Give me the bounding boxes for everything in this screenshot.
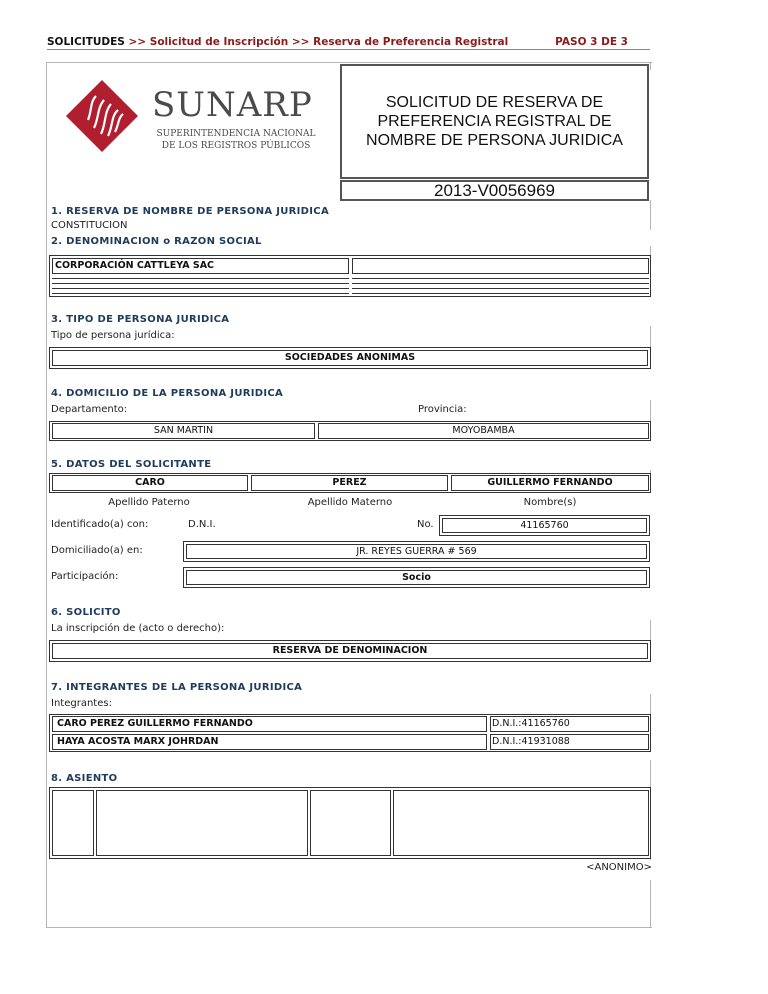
solicito-value: RESERVA DE DENOMINACION xyxy=(52,643,648,659)
table-row: HAYA ACOSTA MARX JOHRDAN xyxy=(52,734,487,750)
sunarp-logo-icon xyxy=(66,80,138,152)
section-3-title: 3. TIPO DE PERSONA JURIDICA xyxy=(51,314,230,325)
solicitante-name-table xyxy=(49,473,651,493)
participacion-value: Socio xyxy=(186,570,647,585)
breadcrumb xyxy=(47,36,650,50)
document-title: SOLICITUD DE RESERVA DE PREFERENCIA REGISTRAL DE NOMBRE DE PERSONA JURIDICA xyxy=(366,94,623,149)
domicilio-pj-table xyxy=(49,421,651,441)
breadcrumb-separator: >> xyxy=(128,36,147,48)
id-number-value: 41165760 xyxy=(442,518,647,533)
tipo-persona-value: SOCIEDADES ANONIMAS xyxy=(52,350,648,366)
asiento-cell xyxy=(393,790,649,856)
breadcrumb-solicitudes[interactable]: SOLICITUDES xyxy=(47,36,125,48)
logo-wordmark: SUNARP xyxy=(152,85,313,125)
integrantes-label: Integrantes: xyxy=(51,698,112,709)
departamento-label: Departamento: xyxy=(51,404,128,415)
id-number-label: No. xyxy=(417,519,434,530)
member-document: D.N.I.:41931088 xyxy=(490,734,649,750)
reserva-type-value: CONSTITUCION xyxy=(51,220,128,231)
domicilio-field xyxy=(183,541,650,562)
section-2-title: 2. DENOMINACION o RAZON SOCIAL xyxy=(51,236,262,247)
request-number: 2013-V0056969 xyxy=(340,180,649,201)
frame-edge xyxy=(650,62,651,70)
domiciliado-label: Domiciliado(a) en: xyxy=(51,545,143,556)
integrantes-table xyxy=(49,714,651,752)
provincia-label: Provincia: xyxy=(418,404,467,415)
nombres-value: GUILLERMO FERNANDO xyxy=(451,475,649,491)
provincia-value: MOYOBAMBA xyxy=(318,423,649,439)
table-row: CARO PEREZ GUILLERMO FERNANDO xyxy=(52,716,487,732)
section-6-title: 6. SOLICITO xyxy=(51,607,121,618)
apellido-materno-value: PEREZ xyxy=(251,475,448,491)
logo-subtitle: SUPERINTENDENCIA NACIONAL xyxy=(156,129,316,139)
frame-edge xyxy=(650,880,651,928)
frame-edge xyxy=(650,200,651,230)
section-7-title: 7. INTEGRANTES DE LA PERSONA JURIDICA xyxy=(51,682,303,693)
tipo-persona-label: Tipo de persona jurídica: xyxy=(51,330,175,341)
id-type-value: D.N.I. xyxy=(188,519,216,530)
id-number-field xyxy=(439,515,650,536)
breadcrumb-separator: >> xyxy=(291,36,310,48)
asiento-cell xyxy=(310,790,391,856)
logo-subtitle: DE LOS REGISTROS PÚBLICOS xyxy=(161,141,311,151)
apellido-paterno-value: CARO xyxy=(52,475,248,491)
participacion-field xyxy=(183,567,650,588)
step-indicator: PASO 3 DE 3 xyxy=(555,36,628,48)
denominacion-name: CORPORACIÓN CATTLEYA SAC xyxy=(52,258,349,274)
asiento-cell xyxy=(96,790,308,856)
asiento-table xyxy=(49,787,651,859)
tipo-persona-field xyxy=(49,347,651,369)
identificado-label: Identificado(a) con: xyxy=(51,519,149,530)
asiento-cell xyxy=(52,790,94,856)
nombres-label: Nombre(s) xyxy=(523,497,577,508)
apellido-materno-label: Apellido Materno xyxy=(307,497,393,508)
member-document: D.N.I.:41165760 xyxy=(490,716,649,732)
section-4-title: 4. DOMICILIO DE LA PERSONA JURIDICA xyxy=(51,388,284,399)
section-1-title: 1. RESERVA DE NOMBRE DE PERSONA JURIDICA xyxy=(51,206,329,217)
departamento-value: SAN MARTIN xyxy=(52,423,315,439)
breadcrumb-solicitud-inscripcion[interactable]: Solicitud de Inscripción xyxy=(149,36,289,48)
apellido-paterno-label: Apellido Paterno xyxy=(108,497,190,508)
denominacion-table xyxy=(49,255,651,297)
breadcrumb-reserva-preferencia: Reserva de Preferencia Registral xyxy=(313,36,509,48)
document-title-box xyxy=(340,64,649,179)
participacion-label: Participación: xyxy=(51,571,119,582)
domicilio-value: JR. REYES GUERRA # 569 xyxy=(186,544,647,559)
section-5-title: 5. DATOS DEL SOLICITANTE xyxy=(51,459,212,470)
solicito-label: La inscripción de (acto o derecho): xyxy=(51,623,225,634)
anonymous-signature: <ANONIMO> xyxy=(586,862,652,873)
denominacion-empty-cell xyxy=(352,258,649,274)
section-8-title: 8. ASIENTO xyxy=(51,773,118,784)
solicito-field xyxy=(49,640,651,662)
